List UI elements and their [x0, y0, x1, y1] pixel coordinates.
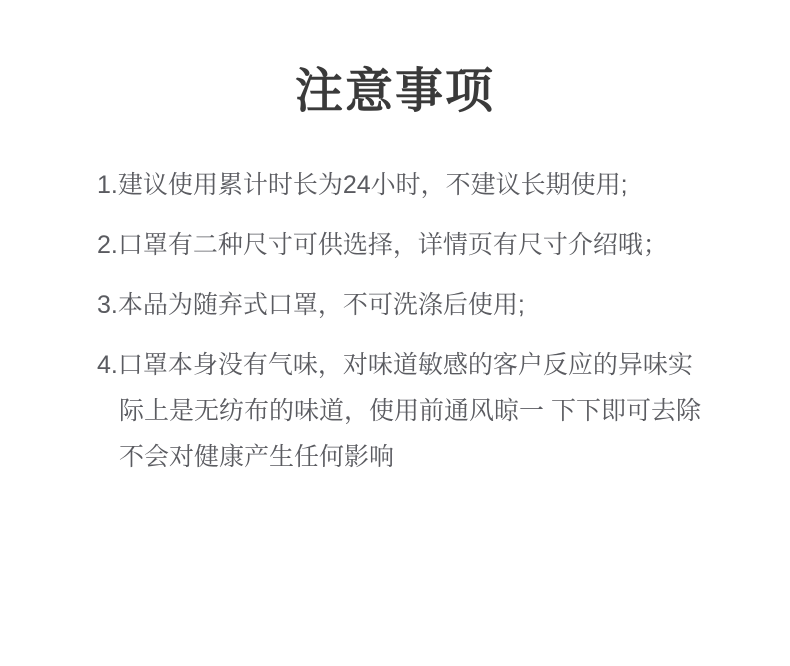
list-item-3-line: 3.本品为随弃式口罩，不可洗涤后使用;: [97, 291, 525, 319]
notice-list: [0, 162, 790, 480]
list-item-4: [97, 342, 735, 480]
list-item-4-line-3: 不会对健康产生任何影响: [119, 443, 395, 471]
list-item-4-line-2: 际上是无纺布的味道，使用前通风晾一 下下即可去除: [119, 397, 701, 425]
list-item-1: [97, 162, 735, 208]
list-item-1-line: 1.建议使用累计时长为24小时，不建议长期使用;: [97, 171, 628, 199]
page-title: 注意事项: [294, 65, 495, 118]
list-item-2-line: 2.口罩有二种尺寸可供选择，详情页有尺寸介绍哦；: [97, 231, 668, 259]
list-item-2: [97, 222, 735, 268]
list-item-4-line-1: 4.口罩本身没有气味，对味道敏感的客户反应的异味实: [97, 351, 693, 379]
list-item-3: [97, 282, 735, 328]
